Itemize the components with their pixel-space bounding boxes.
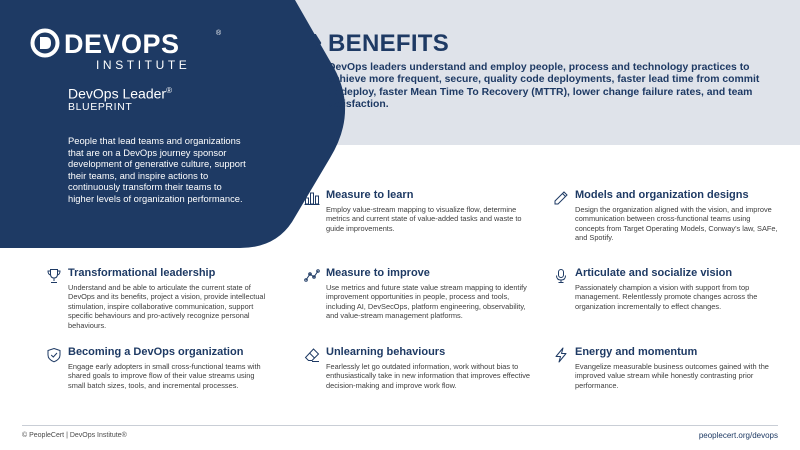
card-title: Becoming a DevOps organization (68, 346, 244, 358)
card-description: Use metrics and future state value stream mapping to identify improvement opportunities in people, process and tools, including AI, DevSecOps, platform engineering, observability, and value-stream management platforms. (326, 283, 527, 321)
chevron-right-icon (313, 34, 322, 52)
card-description: Engage early adopters in small cross-functional teams with shared goals to improve flow of their value streams using small batch sizes, tools, and incremental processes. (68, 362, 261, 390)
intro-text: People that lead teams and organizations that are on a DevOps journey sponsor development of generative culture, support their teams, and inspire actions to continuously transform their teams to higher levels of organization performance. (68, 135, 246, 204)
leader-title-text: DevOps Leader (68, 85, 167, 102)
benefits-heading: BENEFITS (328, 30, 450, 57)
card-description: Fearlessly let go outdated information, work without bias to enthusiastically take in new information that improves effective decision-making and improve work flow. (326, 362, 531, 390)
eraser-icon (304, 347, 320, 363)
card-title: Articulate and socialize vision (575, 267, 733, 279)
card-description: Design the organization aligned with the vision, and improve communication between cross-functional teams using concepts from Target Operating Models, Conway's law, SAFe, and Spotify. (575, 205, 778, 243)
benefits-lead: DevOps leaders understand and employ people, process and technology practices to achieve more frequent, secure, quality code deployments, faster lead time from commit to deploy, faster Mean Time To Recovery (MTTR), lower change failure rates, and team satisfaction. (328, 62, 760, 111)
card-description: Passionately champion a vision with support from top management. Relentlessly promote changes across the organization incrementally to effect changes. (575, 283, 758, 311)
card-description: Evangelize measurable business outcomes gained with the improved value stream while honestly contrasting prior performance. (575, 362, 769, 390)
card-title: Measure to learn (326, 189, 414, 201)
card-title: Energy and momentum (575, 346, 698, 358)
leader-title-mark: ® (166, 86, 172, 95)
leader-title (68, 83, 172, 102)
microphone-icon (553, 268, 569, 284)
bar-chart-icon (304, 190, 320, 206)
trophy-icon (46, 268, 62, 284)
logo-wordmark: DEVOPS (64, 29, 180, 59)
card-description: Employ value-stream mapping to visualize flow, determine metrics and current state of value-added tasks and waste to guide improvements. (326, 205, 522, 233)
logo-registered-mark: ® (216, 30, 222, 37)
card-title: Measure to improve (326, 267, 430, 279)
card-title: Transformational leadership (68, 267, 216, 279)
line-graph-icon (304, 268, 320, 284)
footer-divider (22, 425, 778, 426)
card-title: Unlearning behaviours (326, 346, 446, 358)
lightning-icon (553, 347, 569, 363)
shield-icon (46, 347, 62, 363)
logo-subtitle: INSTITUTE (96, 58, 191, 72)
footer-website-link[interactable]: peoplecert.org/devops (698, 431, 778, 440)
logo-icon (30, 28, 60, 58)
card-title: Models and organization designs (575, 189, 749, 201)
footer-copyright: © PeopleCert | DevOps Institute® (22, 432, 127, 439)
pencil-icon (553, 190, 569, 206)
blueprint-label: BLUEPRINT (68, 101, 133, 113)
card-description: Understand and be able to articulate the current state of DevOps and its benefits, project a vision, provide intellectual stimulation, inspire collaborative communication, support specific behaviours and pro-actively recognize personal behaviours. (68, 283, 266, 330)
devops-institute-logo (30, 28, 230, 72)
